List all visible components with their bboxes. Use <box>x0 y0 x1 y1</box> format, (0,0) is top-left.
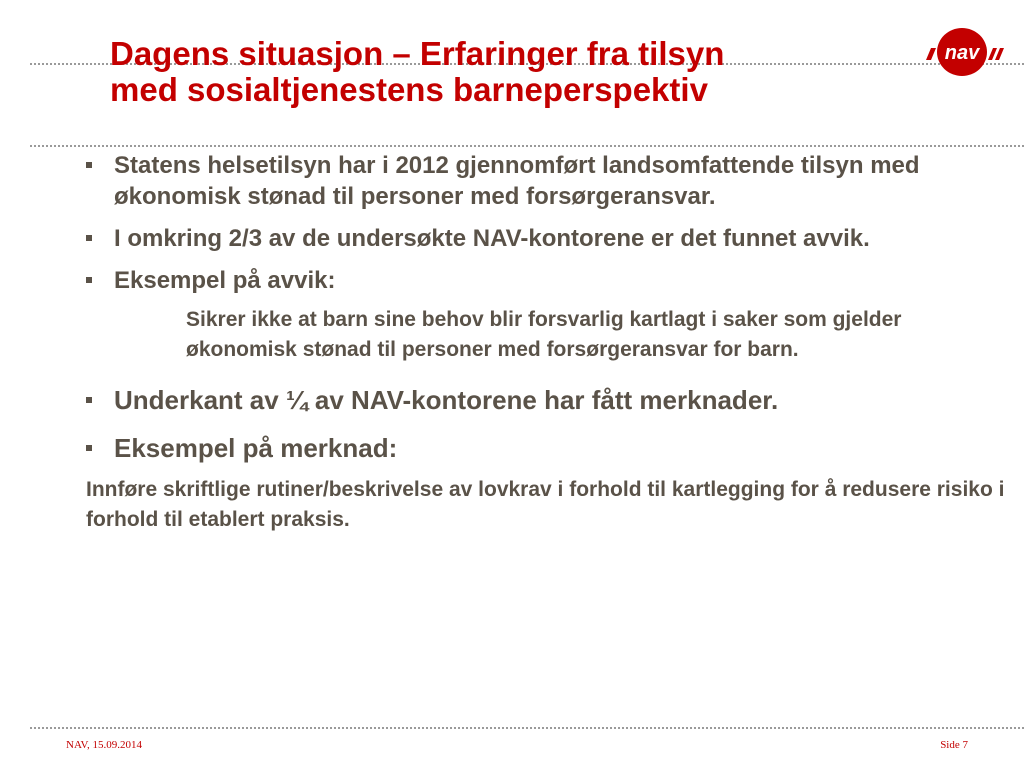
footer-page-number: Side 7 <box>940 739 968 751</box>
square-bullet-icon <box>86 445 92 451</box>
nav-logo <box>918 24 1008 80</box>
slide-content <box>86 150 1006 535</box>
nav-logo-icon <box>918 24 1008 80</box>
page-title-line-1: Dagens situasjon – Erfaringer fra tilsyn <box>110 35 725 72</box>
footer-divider <box>30 727 1024 729</box>
bullet-item <box>86 265 1006 296</box>
page-title <box>110 36 890 108</box>
example-merknad-text: Innføre skriftlige rutiner/beskrivelse av lovkrav i forhold til kartlegging for å redusere risiko i forhold til etablert praksis. <box>86 478 1005 531</box>
bullet-text: Underkant av ¼ av NAV-kontorene har fått merknader. <box>114 385 779 415</box>
square-bullet-icon <box>86 397 92 403</box>
header-divider <box>30 145 1024 147</box>
square-bullet-icon <box>86 235 92 241</box>
example-avvik-text: Sikrer ikke at barn sine behov blir forsvarlig kartlagt i saker som gjelder økonomisk stønad til personer med forsørgeransvar for barn. <box>186 308 902 361</box>
bullet-item <box>86 223 1006 254</box>
page-title-line-2: med sosialtjenestens barneperspektiv <box>110 71 708 108</box>
square-bullet-icon <box>86 162 92 168</box>
bullet-text: Statens helsetilsyn har i 2012 gjennomført landsomfattende tilsyn med økonomisk stønad til personer med forsørgeransvar. <box>114 152 920 210</box>
bullet-item <box>86 431 1006 465</box>
nav-logo-text: nav <box>944 42 980 64</box>
bullet-text: I omkring 2/3 av de undersøkte NAV-kontorene er det funnet avvik. <box>114 225 870 252</box>
bullet-text: Eksempel på avvik: <box>114 267 336 294</box>
square-bullet-icon <box>86 277 92 283</box>
footer-date: NAV, 15.09.2014 <box>66 739 142 751</box>
bullet-text: Eksempel på merknad: <box>114 433 398 463</box>
bullet-item <box>86 383 1006 417</box>
bullet-item <box>86 150 1006 212</box>
